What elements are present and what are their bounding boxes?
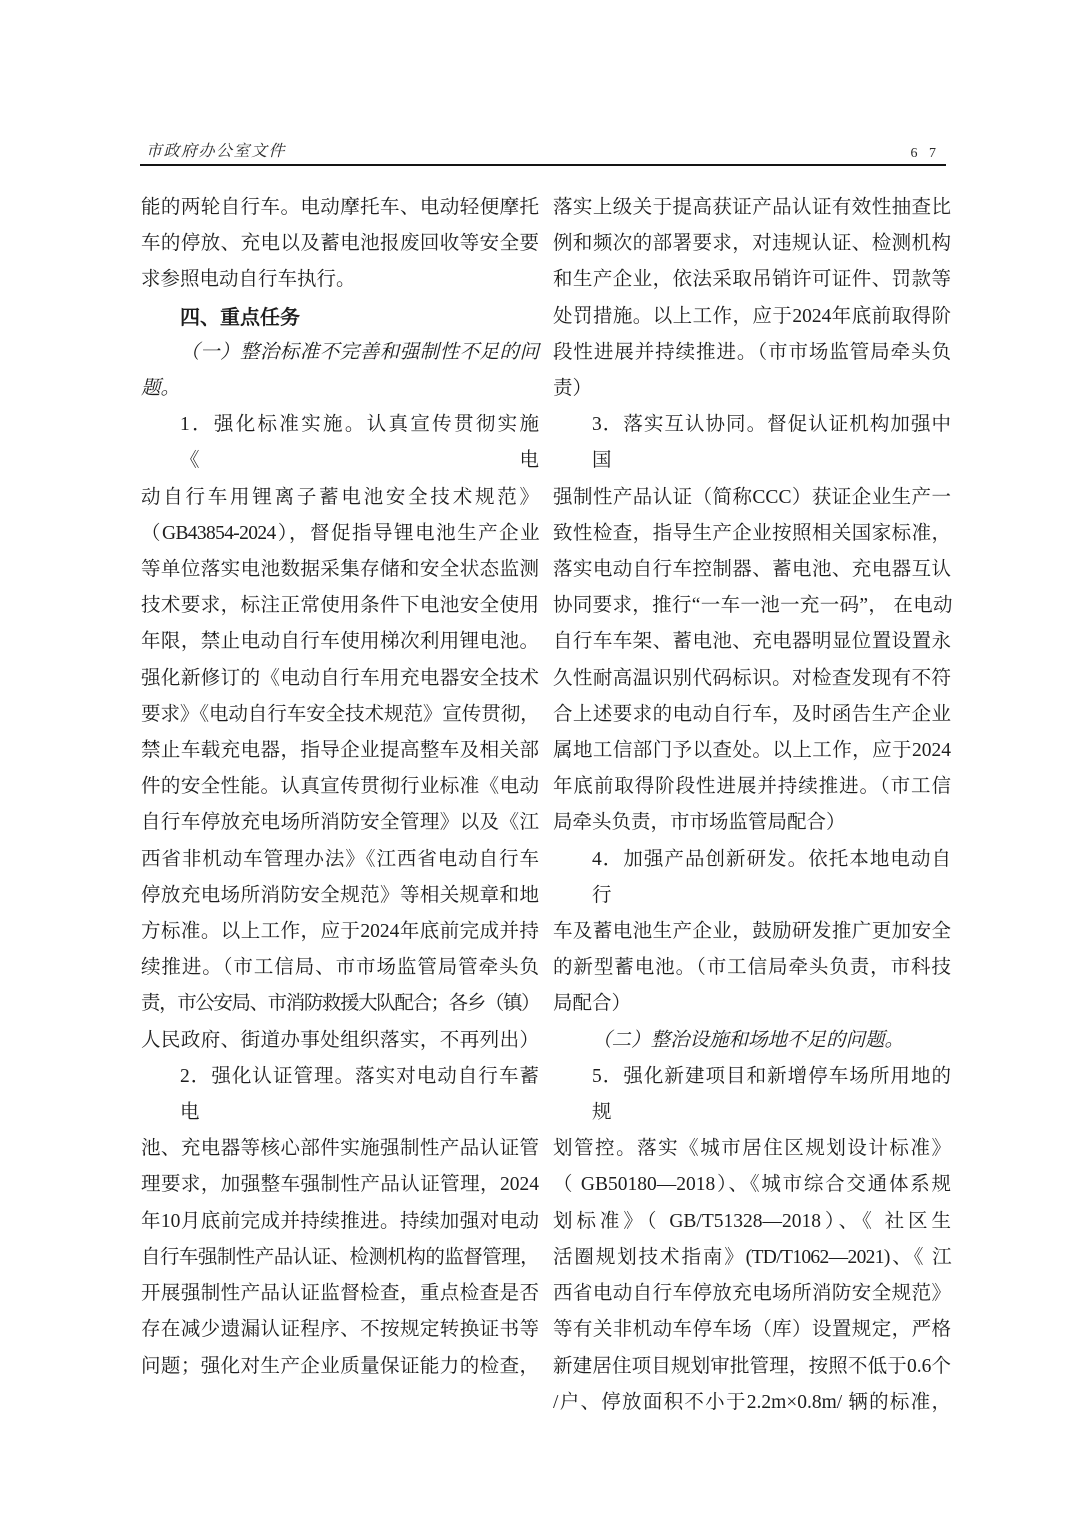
text-line: 能的两轮自行车。电动摩托车、电动轻便摩托 xyxy=(141,197,539,218)
text-line: 自行车停放充电场所消防安全管理》以及《江 xyxy=(141,812,539,834)
text-line: 局配合） xyxy=(553,993,632,1015)
text-line: 要求》《电动自行车安全技术规范》宣传贯彻， xyxy=(141,703,539,725)
text-line: 和生产企业，依法采取吊销许可证件、罚款等 xyxy=(553,269,951,291)
right-column xyxy=(553,190,951,1421)
text-line: 方标准。以上工作，应于2024年底前完成并持 xyxy=(141,921,539,943)
text-line: 自行车车架、蓄电池、充电器明显位置设置永 xyxy=(553,631,951,653)
text-line: 年底前取得阶段性进展并持续推进。（市工信 xyxy=(553,776,951,798)
text-line: 划标准》（ GB/T51328—2018）、《 社区生 xyxy=(553,1210,951,1232)
text-line: 处罚措施。以上工作，应于2024年底前取得阶 xyxy=(553,305,951,327)
text-line: （二）整治设施和场地不足的问题。 xyxy=(592,1029,905,1051)
text-line: 西省电动自行车停放充电场所消防安全规范》 xyxy=(553,1283,951,1305)
text-line: 协同要求，推行“一车一池一充一码”， 在电动 xyxy=(553,595,951,617)
header-rule xyxy=(140,164,946,166)
text-line: 久性耐高温识别代码标识。对检查发现有不符 xyxy=(553,667,951,689)
text-line: （GB43854-2024），督促指导锂电池生产企业 xyxy=(141,522,539,544)
text-line: 落实电动自行车控制器、蓄电池、充电器互认 xyxy=(553,559,951,581)
text-line: 致性检查，指导生产企业按照相关国家标准， xyxy=(553,522,951,544)
text-line: 责，市公安局、市消防救援大队配合；各乡（镇） xyxy=(141,993,539,1015)
text-line: 池、充电器等核心部件实施强制性产品认证管 xyxy=(141,1138,539,1160)
text-line: 四、重点任务 xyxy=(180,304,300,329)
text-line: 等有关非机动车停车场（库）设置规定，严格 xyxy=(553,1319,951,1341)
text-line: 2．强化认证管理。落实对电动自行车蓄电 xyxy=(180,1065,539,1124)
text-line: 活圈规划技术指南》(TD/T1062—2021)、《 江 xyxy=(553,1246,951,1268)
text-line: 的新型蓄电池。（市工信局牵头负责，市科技 xyxy=(553,957,951,979)
text-line: 年限，禁止电动自行车使用梯次利用锂电池。 xyxy=(141,631,539,653)
text-line: 存在减少遗漏认证程序、不按规定转换证书等 xyxy=(141,1319,539,1341)
text-line: 局牵头负责，市市场监管局配合） xyxy=(553,812,846,834)
text-line: 合上述要求的电动自行车，及时函告生产企业 xyxy=(553,703,951,725)
text-line: 西省非机动车管理办法》《江西省电动自行车 xyxy=(141,848,539,870)
text-line: 车及蓄电池生产企业，鼓励研发推广更加安全 xyxy=(553,921,951,943)
text-line: 等单位落实电池数据采集存储和安全状态监测 xyxy=(141,559,539,581)
text-line: 车的停放、充电以及蓄电池报废回收等安全要 xyxy=(141,233,539,255)
text-line: 1．强化标准实施。认真宣传贯彻实施《电 xyxy=(180,414,539,472)
header-doc-type: 市政府办公室文件 xyxy=(146,143,287,160)
text-line: 开展强制性产品认证监督检查，重点检查是否 xyxy=(141,1283,539,1305)
text-line: 5．强化新建项目和新增停车场所用地的规 xyxy=(592,1065,951,1124)
text-line: 责） xyxy=(553,378,593,400)
text-line: 题。 xyxy=(141,378,181,400)
text-line: 例和频次的部署要求，对违规认证、检测机构 xyxy=(553,233,951,255)
text-line: 落实上级关于提高获证产品认证有效性抽查比 xyxy=(553,197,951,218)
text-line: 禁止车载充电器，指导企业提高整车及相关部 xyxy=(141,740,539,762)
text-line: 求参照电动自行车执行。 xyxy=(141,269,356,291)
text-line: 属地工信部门予以查处。以上工作，应于2024 xyxy=(553,740,951,762)
text-line: 技术要求，标注正常使用条件下电池安全使用 xyxy=(141,595,539,617)
text-line: 动自行车用锂离子蓄电池安全技术规范》 xyxy=(141,486,539,508)
text-line: 划管控。落实《城市居住区规划设计标准》 xyxy=(553,1138,951,1160)
text-line: 停放充电场所消防安全规范》等相关规章和地 xyxy=(141,884,539,906)
text-line: 件的安全性能。认真宣传贯彻行业标准《电动 xyxy=(141,776,539,798)
text-line: 4．加强产品创新研发。依托本地电动自行 xyxy=(592,848,951,906)
text-columns xyxy=(141,190,951,1421)
text-line: （一）整治标准不完善和强制性不足的问 xyxy=(180,341,539,363)
text-line: 问题；强化对生产企业质量保证能力的检查， xyxy=(141,1355,539,1377)
page-number: 6 7 xyxy=(910,146,940,161)
text-line: 强化新修订的《电动自行车用充电器安全技术 xyxy=(141,667,539,689)
text-line: 理要求，加强整车强制性产品认证管理，2024 xyxy=(141,1174,539,1196)
text-line: /户、停放面积不小于2.2m×0.8m/ 辆的标准， xyxy=(553,1391,951,1413)
text-line: 年10月底前完成并持续推进。持续加强对电动 xyxy=(141,1210,539,1232)
text-line: 段性进展并持续推进。（市市场监管局牵头负 xyxy=(553,341,951,363)
text-line: 新建居住项目规划审批管理，按照不低于0.6个 xyxy=(553,1355,951,1377)
left-column xyxy=(141,190,539,1385)
text-line: 续推进。（市工信局、市市场监管局管牵头负 xyxy=(141,957,539,979)
text-line: 自行车强制性产品认证、检测机构的监督管理， xyxy=(141,1246,539,1268)
text-line: （ GB50180—2018）、《城市综合交通体系规 xyxy=(553,1174,951,1196)
text-line: 强制性产品认证（简称CCC）获证企业生产一 xyxy=(553,486,951,508)
text-line: 3．落实互认协同。督促认证机构加强中国 xyxy=(592,414,951,472)
text-line: 人民政府、街道办事处组织落实，不再列出） xyxy=(141,1029,539,1051)
